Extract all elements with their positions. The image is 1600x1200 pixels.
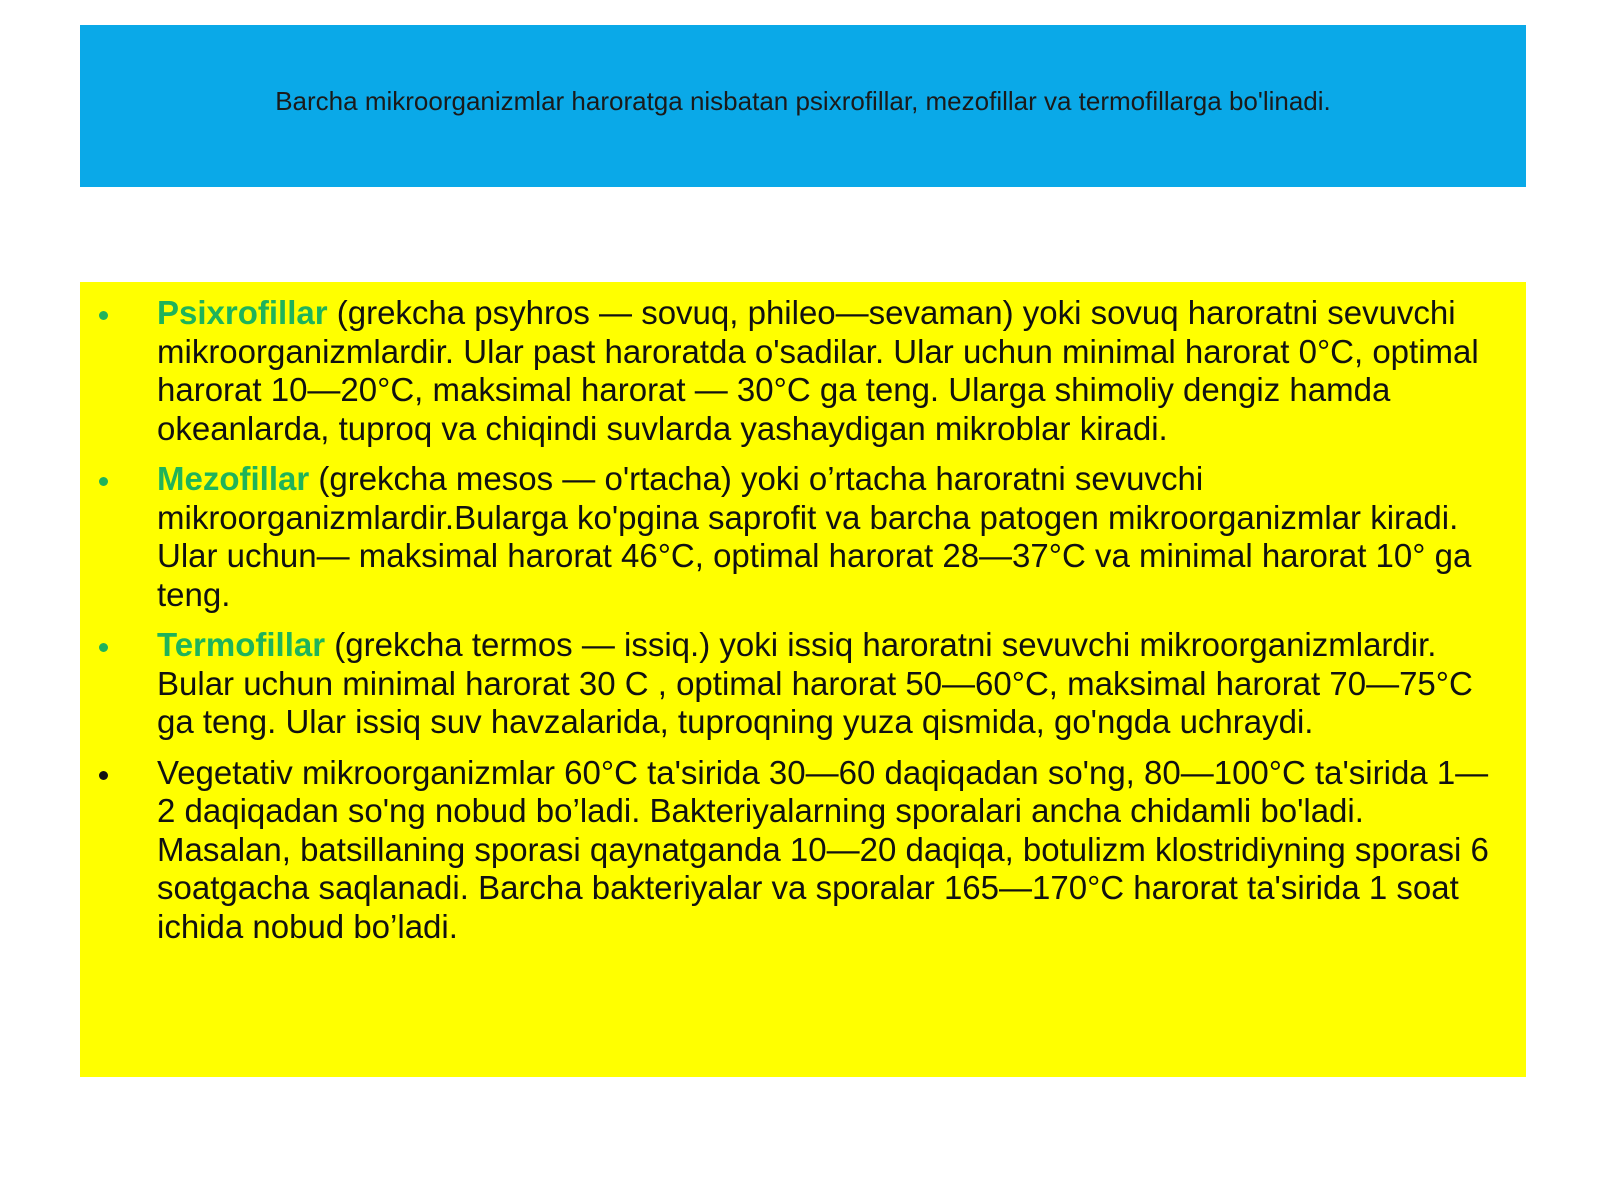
content-panel xyxy=(80,282,1526,1077)
bullet-list xyxy=(80,294,1526,958)
list-item-termofillar xyxy=(80,626,1526,742)
term-termofillar: Termofillar xyxy=(157,626,326,663)
bullet-icon xyxy=(99,771,108,780)
item-text: (grekcha mesos — o'rtacha) yoki o’rtacha haroratni sevuvchi mikroorganizmlardir.Bularga ko'pgina saprofit va barcha patogen mikroorganizmlar kiradi. Ular uchun— maksimal harorat 46°C, optimal harorat 28—37°C va minimal harorat 10° ga teng. xyxy=(157,460,1472,613)
term-mezofillar: Mezofillar xyxy=(157,460,310,497)
item-text: Vegetativ mikroorganizmlar 60°C ta'sirida 30—60 daqiqadan so'ng, 80—100°C ta'sirida 1—2 daqiqadan so'ng nobud bo’ladi. Bakteriyalarning sporalari ancha chidamli bo'ladi. Masalan, batsillaning sporasi qaynatganda 10—20 daqiqa, botulizm klostridiyning sporasi 6 soatgacha saqlanadi. Barcha bakteriyalar va sporalar 165—170°C harorat ta'sirida 1 soat ichida nobud bo’ladi. xyxy=(157,753,1489,945)
item-text: (grekcha termos — issiq.) yoki issiq haroratni sevuvchi mikroorganizmlardir. Bular uchun minimal harorat 30 C , optimal harorat 50—60°C, maksimal harorat 70—75°C ga teng. Ular issiq suv havzalarida, tuproqning yuza qismida, go'ngda uchraydi. xyxy=(157,626,1473,740)
term-psixrofillar: Psixrofillar xyxy=(157,294,328,331)
title-banner xyxy=(80,25,1526,187)
list-item-psixrofillar xyxy=(80,294,1526,448)
item-text: (grekcha psyhros — sovuq, phileo—sevaman) yoki sovuq haroratni sevuvchi mikroorganizmlardir. Ular past haroratda o'sadilar. Ular uchun minimal harorat 0°C, optimal harorat 10—20°C, maksimal harorat — 30°C ga teng. Ularga shimoliy dengiz hamda okeanlarda, tuproq va chiqindi suvlarda yashaydigan mikroblar kiradi. xyxy=(157,294,1479,447)
bullet-icon xyxy=(99,643,108,652)
page-title: Barcha mikroorganizmlar haroratga nisbatan psixrofillar, mezofillar va termofillarga bo'linadi. xyxy=(275,85,1331,116)
list-item-mezofillar xyxy=(80,460,1526,614)
bullet-icon xyxy=(99,311,108,320)
bullet-icon xyxy=(99,477,108,486)
list-item-vegetativ xyxy=(80,754,1526,947)
